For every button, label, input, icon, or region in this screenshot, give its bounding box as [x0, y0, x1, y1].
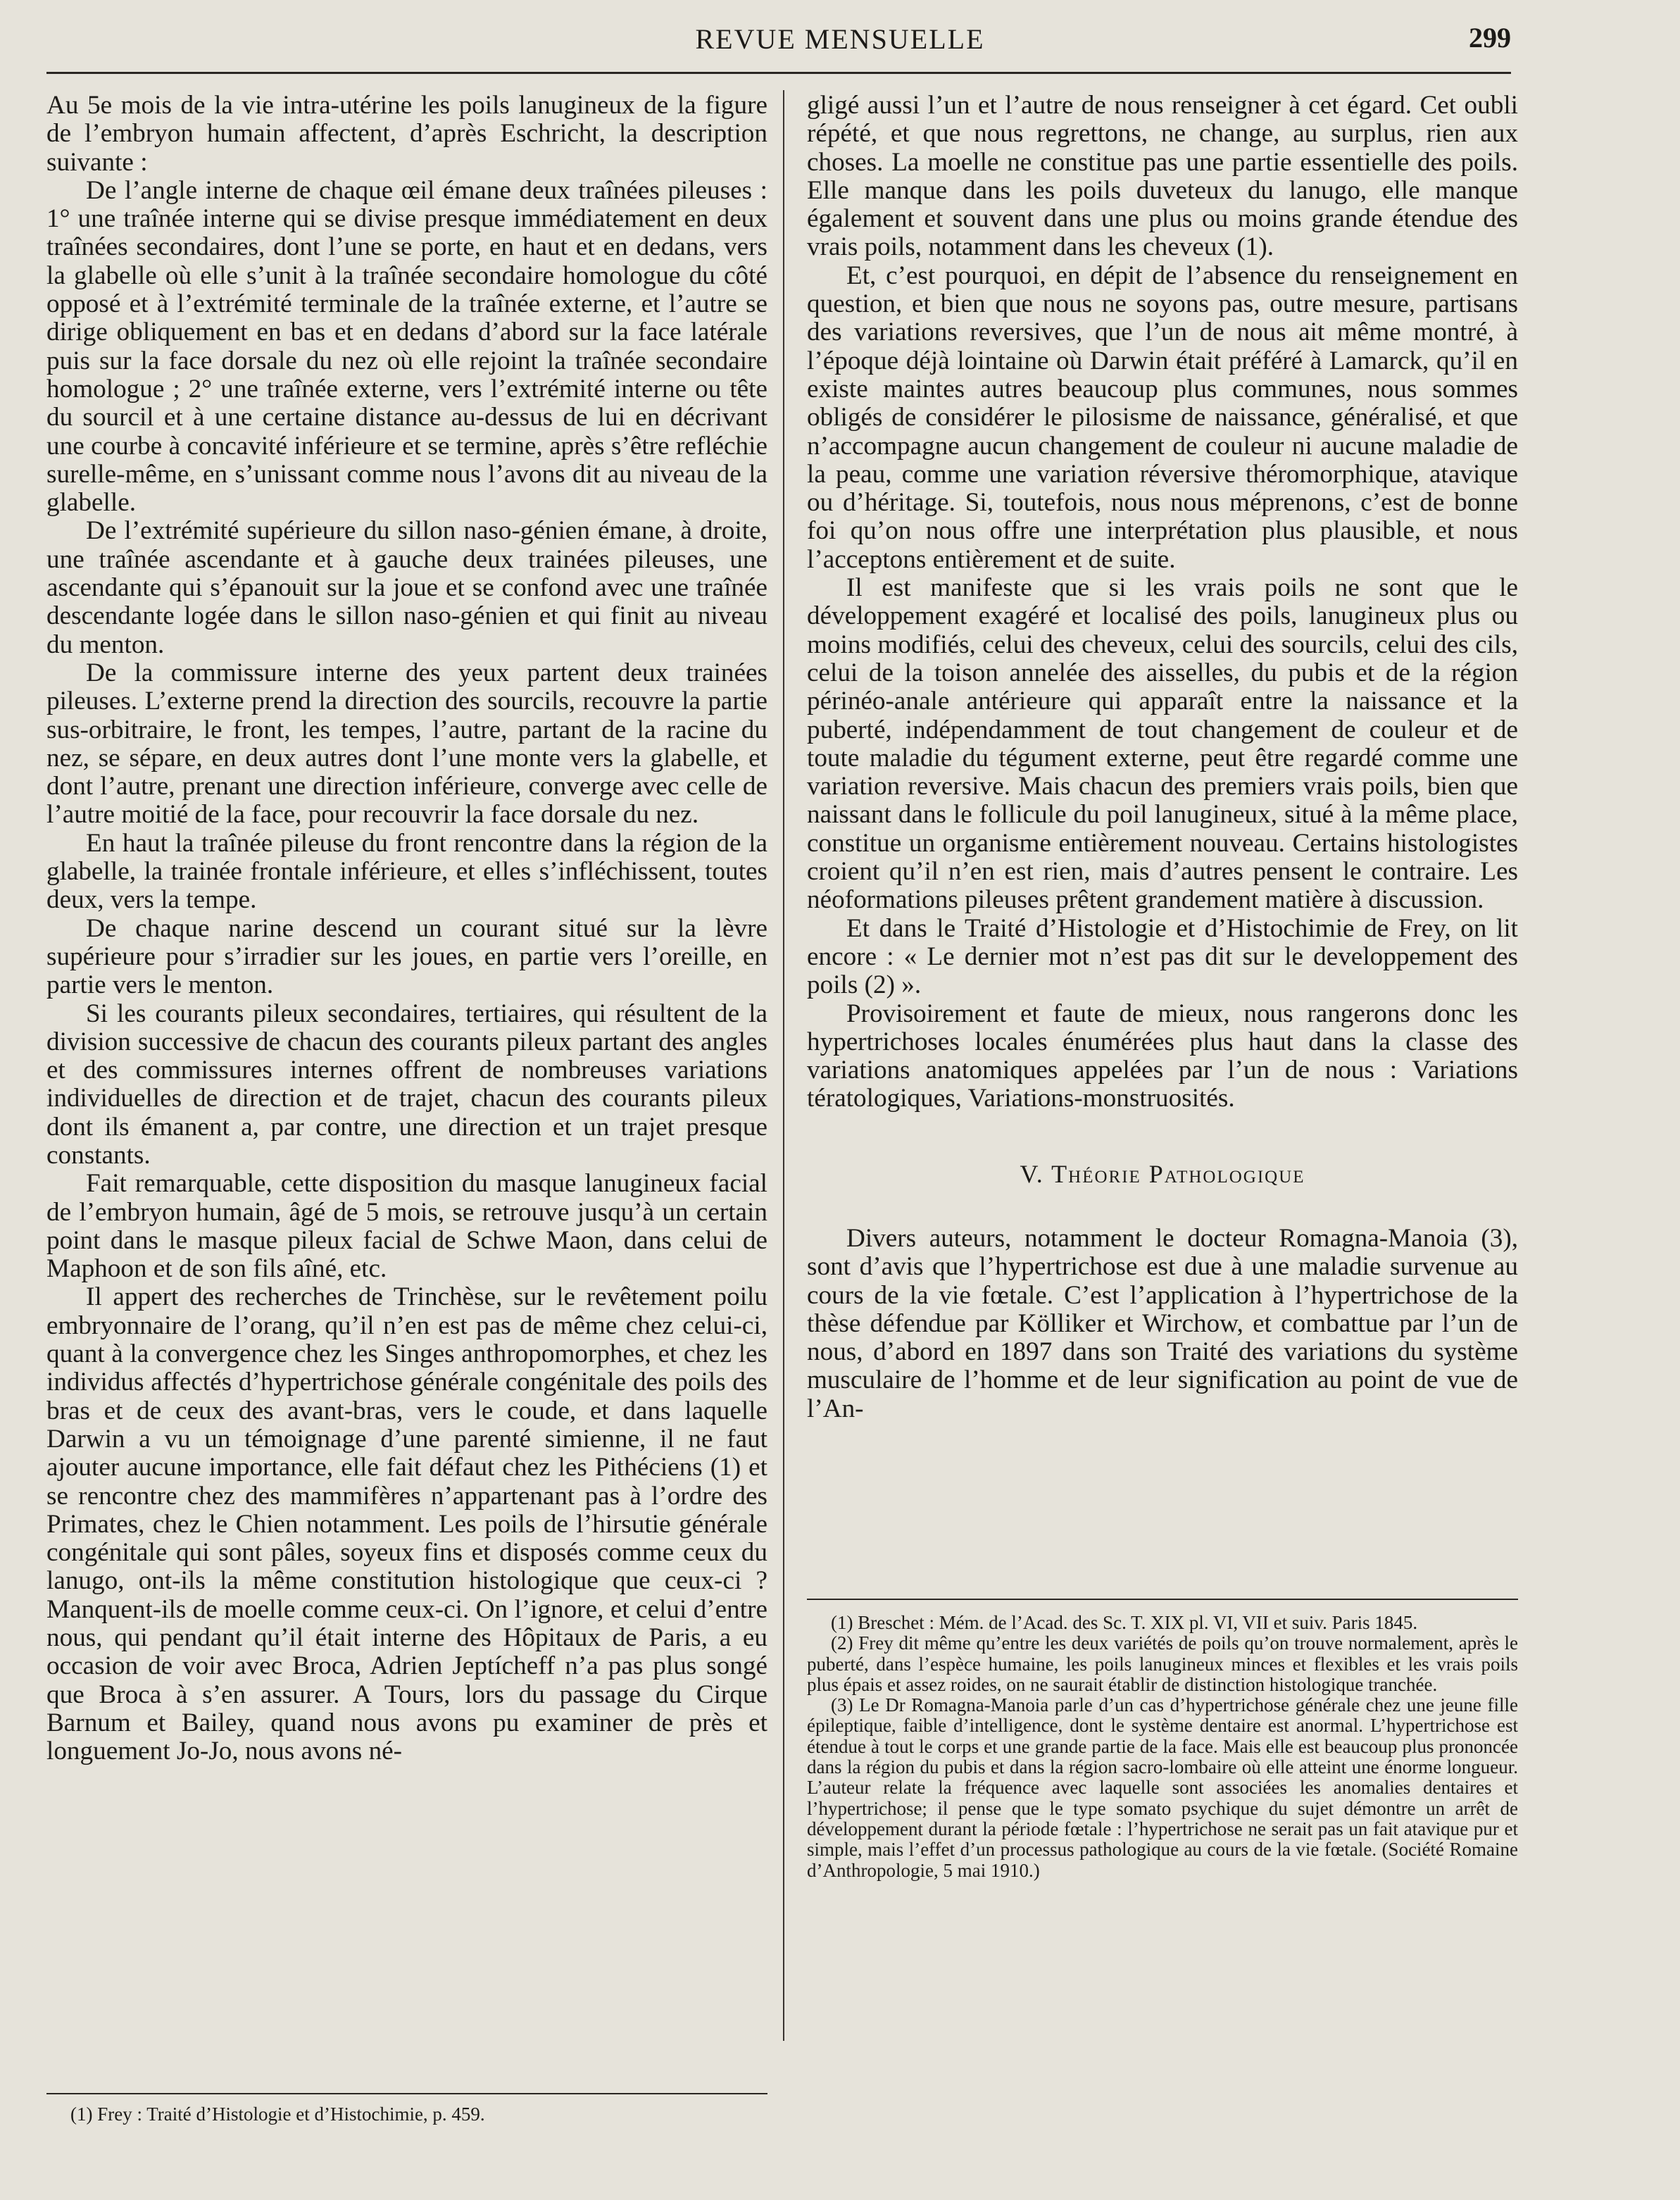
right-column: [807, 92, 1518, 1423]
paragraph: De l’extrémité supérieure du sillon naso-génien émane, à droite, une traînée ascendante et à gauche deux trainées pileuses, une ascendante qui s’épanouit sur la joue et se confond avec une traînée descendante logée dans le sillon naso-génien et qui finit au niveau du menton.: [46, 516, 767, 659]
running-head: [0, 20, 1680, 62]
paragraph: De l’angle interne de chaque œil émane deux traînées pileuses : 1° une traînée interne qui se divise presque immédiatement en deux traînées secondaires, dont l’une se porte, en haut et en dedans, vers la glabelle où elle s’unit à la traînée secondaire homologue du côté opposé et à l’extrémité terminale de la traînée externe, et l’autre se dirige obliquement en bas et en dedans d’abord sur la face latérale puis sur la face dorsale du nez où elle rejoint la traînée secondaire homologue ; 2° une traînée externe, vers l’extrémité interne ou tête du sourcil et à une certaine distance au-dessus de lui en décrivant une courbe à concavité inférieure et se termine, après s’être refléchie surelle-même, en s’unissant comme nous l’avons dit au niveau de la glabelle.: [46, 175, 767, 518]
footnote-rule-right: [807, 1599, 1518, 1600]
paragraph: Fait remarquable, cette disposition du masque lanugineux facial de l’embryon humain, âgé de 5 mois, se retrouve jusqu’à un certain point dans le masque pileux facial de Schwe Maon, dans celui de Maphoon et de son fils aîné, etc.: [46, 1169, 767, 1284]
header-rule: [46, 72, 1511, 74]
footnote: (2) Frey dit même qu’entre les deux variétés de poils qu’on trouve normalement, après le puberté, dans l’espèce humaine, les poils lanugineux minces et flexibles et les vrais poils plus épais et assez roides, on ne saurait établir de distinction histologique tranchée.: [807, 1632, 1518, 1695]
page-number: 299: [1469, 22, 1511, 54]
footnotes-right: [807, 1613, 1518, 1881]
paragraph: Divers auteurs, notamment le docteur Romagna-Manoia (3), sont d’avis que l’hypertrichose est due à une maladie survenue au cours de la vie fœtale. C’est l’application à l’hypertrichose de la thèse défendue par Kölliker et Wirchow, et combattue par l’un de nous, d’abord en 1897 dans son Traité des variations du système musculaire de l’homme et de leur signification au point de vue de l’An-: [807, 1223, 1518, 1423]
paragraph: Si les courants pileux secondaires, tertiaires, qui résultent de la division successive de chacun des courants pileux partant des angles et des commissures internes offrent de nombreuses variations individuelles de direction et de trajet, chacun des courants pileux dont ils émanent a, par contre, une direction et un trajet presque constants.: [46, 999, 767, 1170]
paragraph: En haut la traînée pileuse du front rencontre dans la région de la glabelle, la trainée frontale inférieure, et elles s’infléchissent, toutes deux, vers la tempe.: [46, 828, 767, 915]
paragraph: Et dans le Traité d’Histologie et d’Histochimie de Frey, on lit encore : « Le dernier mot n’est pas dit sur le developpement des poils (2) ».: [807, 913, 1518, 1000]
paragraph: De la commissure interne des yeux partent deux trainées pileuses. L’externe prend la direction des sourcils, recouvre la partie sus-orbitraire, le front, les tempes, l’autre, partant de la racine du nez, se sépare, en deux autres dont l’une monte vers la glabelle, et dont l’autre, prenant une direction inférieure, converge avec celle de l’autre moitié de la face, pour recouvrir la face dorsale du nez.: [46, 658, 767, 830]
footnotes-left: [46, 2104, 767, 2125]
paragraph: Il appert des recherches de Trinchèse, sur le revêtement poilu embryonnaire de l’orang, qu’il n’en est pas de même chez celui-ci, quant à la convergence chez les Singes anthropomorphes, et chez les individus affectés d’hypertrichose générale congénitale des poils des bras et de ceux des avant-bras, vers le coude, et dans laquelle Darwin a vu un témoignage d’une parenté simienne, il ne faut ajouter aucune importance, elle fait défaut chez les Pithéciens (1) et se rencontre chez des mammifères n’appartenant pas à l’ordre des Primates, chez le Chien notamment. Les poils de l’hirsutie générale congénitale qui sont pâles, soyeux fins et disposés comme ceux du lanugo, ont-ils la même constitution histologique que ceux-ci ? Manquent-ils de moelle comme ceux-ci. On l’ignore, et celui d’entre nous, qui pendant qu’il était interne des Hôpitaux de Paris, a eu occasion de voir avec Broca, Adrien Jeptícheff n’a pas plus songé que Broca à s’en assurer. A Tours, lors du passage du Cirque Barnum et Bailey, quand nous avons pu examiner de près et longuement Jo-Jo, nous avons né-: [46, 1282, 767, 1766]
footnote: (3) Le Dr Romagna-Manoia parle d’un cas d’hypertrichose générale chez une jeune fille épileptique, faible d’intelligence, dont le système dentaire est anormal. L’hypertrichose est étendue à tout le corps et une grande partie de la face. Mais elle est beaucoup plus prononcée dans la région du pubis et dans la région sacro-lombaire où elle atteint une énorme longueur. L’auteur relate la fréquence avec laquelle sont associées les anomalies dentaires et l’hypertrichose; il pense que le type somato psychique du sujet démontre un arrêt de développement durant la période fœtale : l’hypertrichose ne serait pas un fait atavique pur et simple, mais l’effet d’un processus pathologique au cours de la vie fœtale. (Société Romaine d’Anthropologie, 5 mai 1910.): [807, 1694, 1518, 1881]
running-title: REVUE MENSUELLE: [695, 23, 985, 55]
footnote: (1) Breschet : Mém. de l’Acad. des Sc. T. XIX pl. VI, VII et suiv. Paris 1845.: [831, 1612, 1418, 1633]
section-heading: V. Théorie Pathologique: [1020, 1159, 1305, 1188]
paragraph: Il est manifeste que si les vrais poils ne sont que le développement exagéré et localisé des poils, lanugineux plus ou moins modifiés, celui des cheveux, celui des sourcils, celui des cils, celui de la toison annelée des aisselles, du pubis et de la région périnéo-anale antérieure qui apparaît entre la naissance et la puberté, indépendamment de tout changement de couleur et de toute maladie du tégument externe, peut être regardé comme une variation reversive. Mais chacun des premiers vrais poils, bien que naissant dans le follicule du poil lanugineux, situé à la même place, constitue un organisme entièrement nouveau. Certains histologistes croient qu’il n’en est rien, mais d’autres pensent le contraire. Les néoformations pileuses prêtent grandement matière à discussion.: [807, 573, 1518, 915]
left-column: [46, 92, 767, 1766]
column-divider: [783, 90, 784, 2041]
paragraph: Au 5e mois de la vie intra-utérine les poils lanugineux de la figure de l’embryon humain affectent, d’après Eschricht, la description suivante :: [46, 91, 767, 177]
paragraph: Et, c’est pourquoi, en dépit de l’absence du renseignement en question, et bien que nous ne soyons pas, outre mesure, partisans des variations reversives, que l’un de nous ait même montré, à l’époque déjà lointaine où Darwin était préféré à Lamarck, qu’il en existe maintes autres beaucoup plus communes, nous sommes obligés de considérer le pilosisme de naissance, généralisé, et que n’accompagne aucun changement de couleur ni aucune maladie de la peau, comme une variation réversive théromorphique, atavique ou d’héritage. Si, toutefois, nous nous méprenons, c’est de bonne foi qu’on nous offre une interprétation plus plausible, et nous l’acceptons entièrement et de suite.: [807, 261, 1518, 574]
footnote-rule-left: [46, 2093, 767, 2094]
paragraph: Provisoirement et faute de mieux, nous rangerons donc les hypertrichoses locales énumérées plus haut dans la classe des variations anatomiques appelées par l’un de nous : Variations tératologiques, Variations-monstruosités.: [807, 999, 1518, 1113]
footnote: (1) Frey : Traité d’Histologie et d’Histochimie, p. 459.: [70, 2104, 485, 2125]
paragraph: De chaque narine descend un courant situé sur la lèvre supérieure pour s’irradier sur les joues, en partie vers l’oreille, en partie vers le menton.: [46, 913, 767, 1000]
paragraph: gligé aussi l’un et l’autre de nous renseigner à cet égard. Cet oubli répété, et que nous regrettons, ne change, au surplus, rien aux choses. La moelle ne constitue pas une partie essentielle des poils. Elle manque dans les poils duveteux du lanugo, elle manque également et souvent dans une plus ou moins grande étendue des vrais poils, notamment dans les cheveux (1).: [807, 91, 1518, 262]
